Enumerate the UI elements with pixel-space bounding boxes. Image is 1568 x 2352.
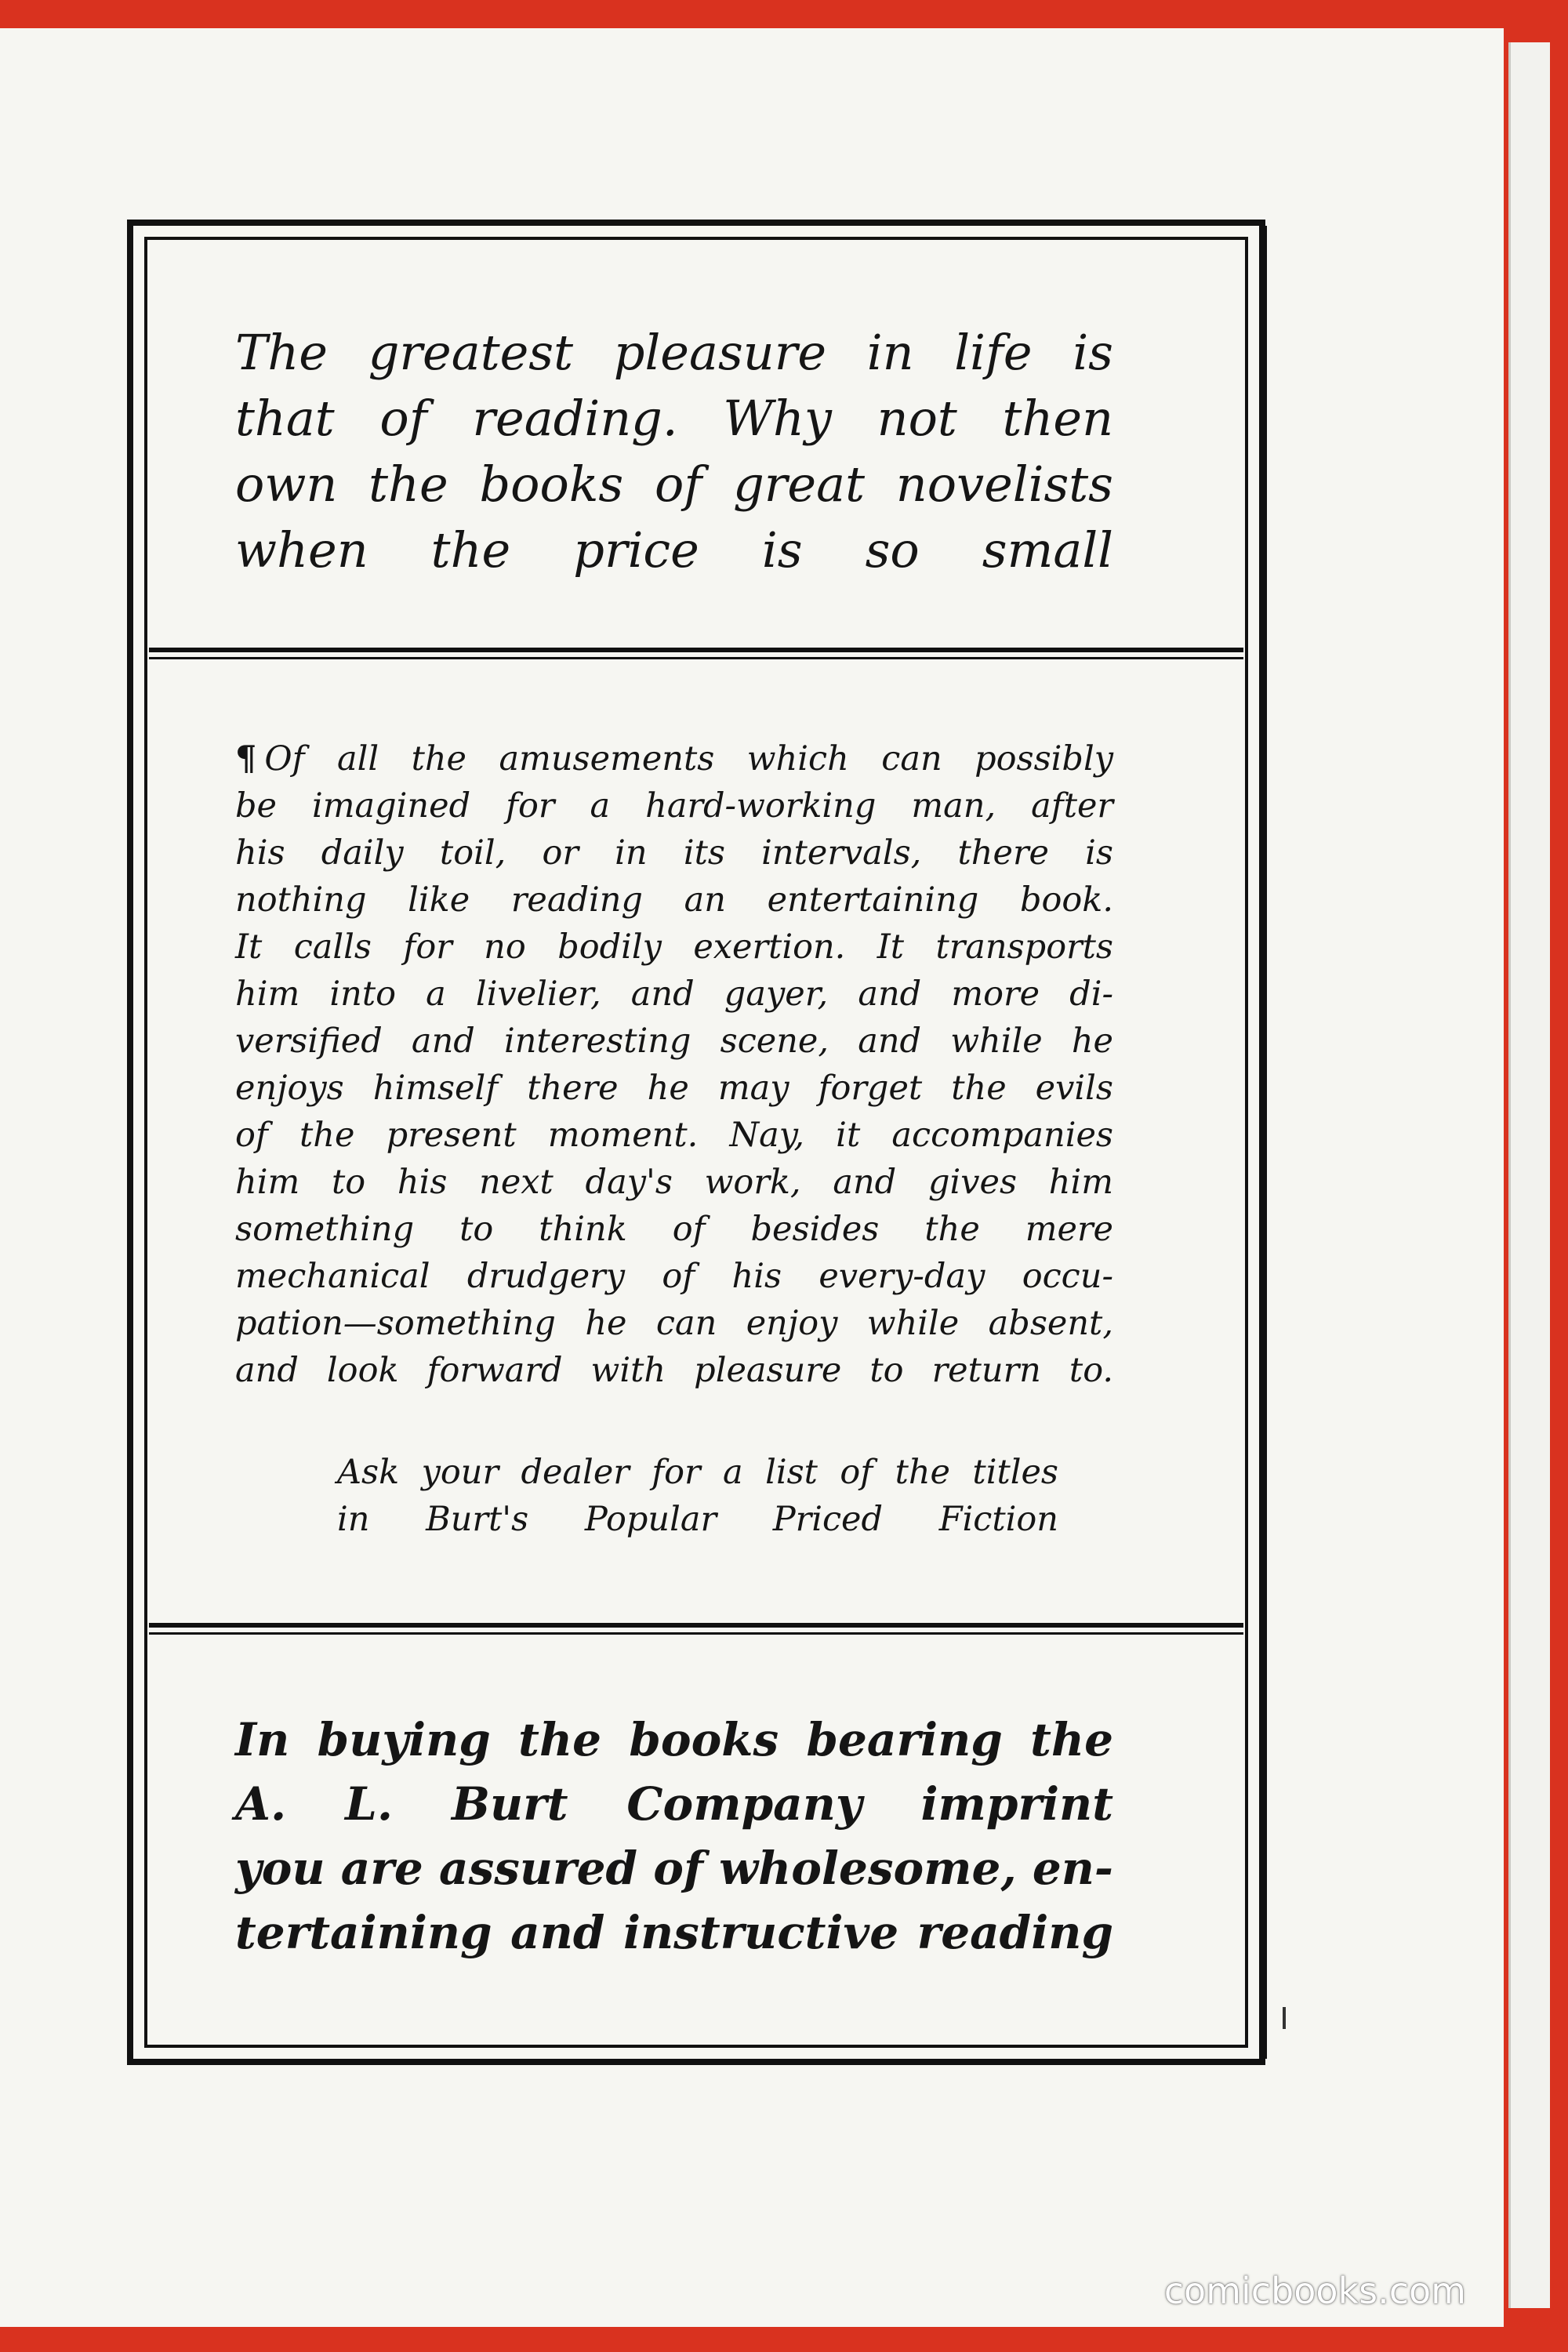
page-edge <box>1508 42 1550 2308</box>
body-line: mechanical drudgery of his every-day occu- <box>235 1257 1113 1296</box>
headline-line: when the price is so small <box>235 521 1113 579</box>
dealer-note-line: Ask your dealer for a list of the titles <box>337 1453 1058 1492</box>
headline-line: that of reading. Why not then <box>235 390 1113 447</box>
body-line: something to think of besides the mere <box>235 1210 1113 1249</box>
site-watermark: comicbooks.com <box>1163 2270 1466 2312</box>
body-line: him into a livelier, and gayer, and more di- <box>235 975 1113 1014</box>
double-rule-divider <box>149 648 1243 659</box>
imprint-line: you are assured of wholesome, en- <box>235 1842 1113 1895</box>
body-paragraph <box>235 735 1113 1394</box>
body-line: be imagined for a hard-working man, after <box>235 786 1113 826</box>
body-line: nothing like reading an entertaining book. <box>235 880 1113 920</box>
pilcrow-icon: ¶ <box>235 739 257 779</box>
body-line: and look forward with pleasure to return to. <box>235 1351 1113 1390</box>
headline-line: The greatest pleasure in life is <box>235 324 1113 381</box>
body-line <box>235 735 1113 782</box>
body-line: pation—something he can enjoy while absent, <box>235 1304 1113 1343</box>
headline-line: own the books of great novelists <box>235 456 1113 513</box>
body-line: him to his next day's work, and gives him <box>235 1163 1113 1202</box>
imprint-line: A. L. Burt Company imprint <box>235 1777 1113 1831</box>
print-mark <box>1283 2007 1286 2029</box>
body-line: enjoys himself there he may forget the evils <box>235 1069 1113 1108</box>
body-line: his daily toil, or in its intervals, there is <box>235 833 1113 873</box>
body-line-text: Of all the amusements which can possibly <box>264 739 1113 779</box>
dealer-note <box>337 1449 1058 1543</box>
body-line: It calls for no bodily exertion. It transports <box>235 927 1113 967</box>
body-line: versified and interesting scene, and while he <box>235 1022 1113 1061</box>
imprint-line: tertaining and instructive reading <box>235 1906 1113 1959</box>
double-rule-divider <box>149 1623 1243 1635</box>
imprint-line: In buying the books bearing the <box>235 1713 1113 1766</box>
body-line: of the present moment. Nay, it accompanies <box>235 1116 1113 1155</box>
dealer-note-line: in Burt's Popular Priced Fiction <box>337 1500 1058 1539</box>
headline <box>235 320 1113 583</box>
imprint-statement <box>235 1708 1113 1965</box>
advertisement-panel <box>127 220 1265 2065</box>
